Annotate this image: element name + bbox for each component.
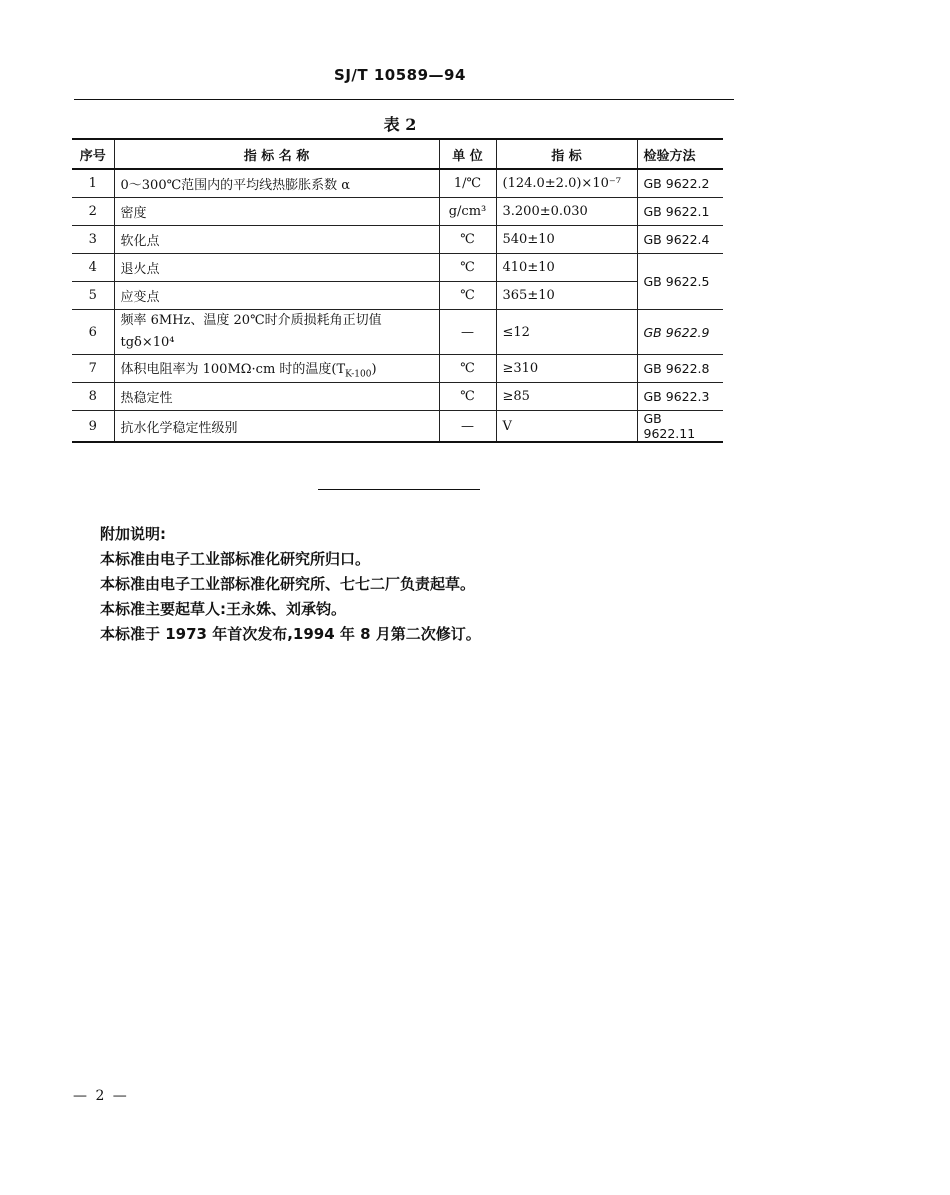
row-no: 7 (72, 355, 114, 383)
row-no: 1 (72, 169, 114, 198)
row-no: 9 (72, 411, 114, 443)
table-row (72, 282, 723, 310)
note-line: 本标准主要起草人:王永姝、刘承钧。 (100, 600, 347, 618)
row-method: GB 9622.11 (637, 411, 723, 443)
row-value: 540±10 (496, 226, 637, 254)
row-unit: ℃ (439, 355, 496, 383)
row-name: 频率 6MHz、温度 20℃时介质损耗角正切值 (120, 313, 382, 328)
table-row (72, 383, 723, 411)
table-row (72, 198, 723, 226)
row-method: GB 9622.3 (637, 383, 723, 411)
col-header-method: 检验方法 (637, 139, 723, 169)
row-name: 抗水化学稳定性级别 (114, 411, 439, 443)
section-divider (318, 489, 480, 490)
row-value: V (496, 411, 637, 443)
row-value: 410±10 (496, 254, 637, 282)
notes-title: 附加说明: (100, 525, 166, 543)
row-method: GB 9622.2 (637, 169, 723, 198)
col-header-no: 序号 (72, 139, 114, 169)
row-no: 5 (72, 282, 114, 310)
row-unit: — (439, 310, 496, 355)
row-unit: 1/℃ (439, 169, 496, 198)
row-name-cell (114, 310, 439, 355)
row-name-line2: tgδ×10⁴ (120, 335, 175, 350)
row-method: GB 9622.4 (637, 226, 723, 254)
row-name: 体积电阻率为 100MΩ·cm 时的温度(T (120, 361, 346, 377)
table-row (72, 254, 723, 282)
row-unit: ℃ (439, 383, 496, 411)
row-name-cell (114, 355, 439, 383)
row-value: ≥85 (496, 383, 637, 411)
row-unit: — (439, 411, 496, 443)
table-row (72, 355, 723, 383)
table-row (72, 226, 723, 254)
row-name: 软化点 (114, 226, 439, 254)
row-name-tail: ) (371, 361, 377, 377)
page-number: — 2 — (73, 1088, 129, 1104)
row-no: 3 (72, 226, 114, 254)
row-no: 2 (72, 198, 114, 226)
table-row (72, 411, 723, 443)
row-value: (124.0±2.0)×10⁻⁷ (496, 169, 637, 198)
row-value: ≥310 (496, 355, 637, 383)
note-line: 本标准由电子工业部标准化研究所、七七二厂负责起草。 (100, 575, 476, 593)
col-header-name: 指 标 名 称 (114, 139, 439, 169)
row-value: 365±10 (496, 282, 637, 310)
row-method: GB 9622.5 (637, 254, 723, 310)
row-name-subscript: K-100 (345, 369, 372, 380)
table-caption: 表 2 (383, 115, 417, 134)
row-no: 8 (72, 383, 114, 411)
row-name: 热稳定性 (114, 383, 439, 411)
row-unit: ℃ (439, 226, 496, 254)
row-unit: g/cm³ (439, 198, 496, 226)
row-no: 4 (72, 254, 114, 282)
col-header-unit: 单 位 (439, 139, 496, 169)
row-value: 3.200±0.030 (496, 198, 637, 226)
note-line: 本标准于 1973 年首次发布,1994 年 8 月第二次修订。 (100, 625, 481, 643)
spec-table (72, 138, 723, 443)
row-name: 退火点 (114, 254, 439, 282)
row-no: 6 (72, 310, 114, 355)
header-rule (74, 99, 734, 100)
row-method: GB 9622.9 (637, 310, 723, 355)
row-name: 0～300℃范围内的平均线热膨胀系数 α (114, 169, 439, 198)
row-method: GB 9622.8 (637, 355, 723, 383)
row-name: 应变点 (114, 282, 439, 310)
col-header-value: 指 标 (496, 139, 637, 169)
note-line: 本标准由电子工业部标准化研究所归口。 (100, 550, 371, 568)
table-header-row (72, 139, 723, 169)
additional-notes (100, 522, 481, 647)
table-row (72, 310, 723, 355)
row-method: GB 9622.1 (637, 198, 723, 226)
row-value: ≤12 (496, 310, 637, 355)
document-code: SJ/T 10589—94 (334, 66, 466, 84)
row-unit: ℃ (439, 282, 496, 310)
row-unit: ℃ (439, 254, 496, 282)
table-row (72, 169, 723, 198)
row-name: 密度 (114, 198, 439, 226)
